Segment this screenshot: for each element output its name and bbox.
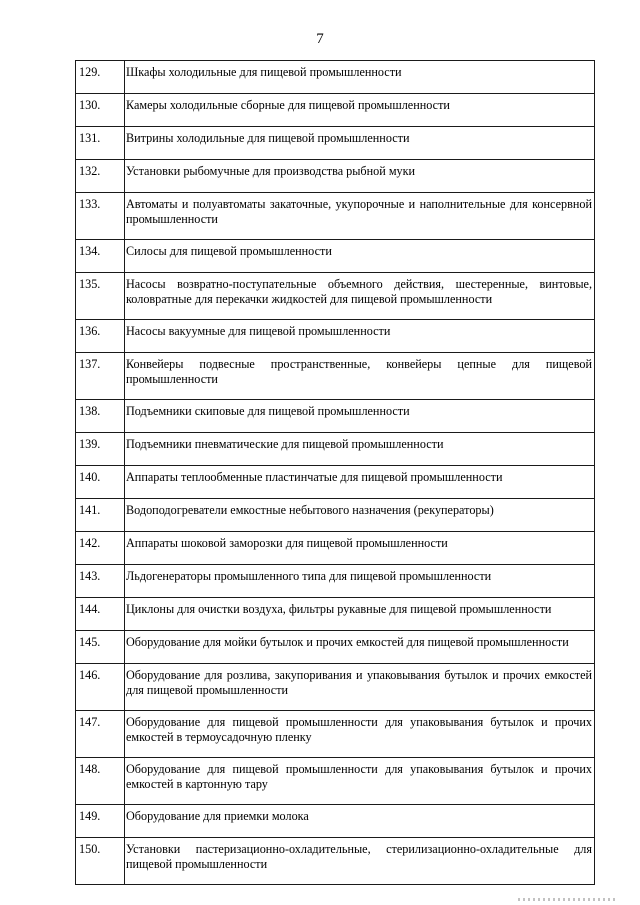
table-row xyxy=(76,838,595,885)
table-row xyxy=(76,711,595,758)
row-number: 148. xyxy=(76,758,125,805)
table-row xyxy=(76,631,595,664)
row-number: 140. xyxy=(76,466,125,499)
page-number: 7 xyxy=(316,31,324,47)
row-text: Силосы для пищевой промышленности xyxy=(125,240,595,273)
row-text: Оборудование для пищевой промышленности для упаковывания бутылок и прочих емкостей в термоусадочную пленку xyxy=(125,711,595,758)
row-text: Подъемники скиповые для пищевой промышленности xyxy=(125,400,595,433)
row-text: Подъемники пневматические для пищевой промышленности xyxy=(125,433,595,466)
table-row xyxy=(76,664,595,711)
table-row xyxy=(76,466,595,499)
table-row xyxy=(76,433,595,466)
row-number: 134. xyxy=(76,240,125,273)
row-text: Оборудование для приемки молока xyxy=(125,805,595,838)
table-row xyxy=(76,127,595,160)
row-text: Оборудование для мойки бутылок и прочих емкостей для пищевой промышленности xyxy=(125,631,595,664)
row-number: 137. xyxy=(76,353,125,400)
table-row xyxy=(76,160,595,193)
row-text: Витрины холодильные для пищевой промышленности xyxy=(125,127,595,160)
row-number: 149. xyxy=(76,805,125,838)
table-row xyxy=(76,598,595,631)
row-number: 142. xyxy=(76,532,125,565)
row-text: Камеры холодильные сборные для пищевой промышленности xyxy=(125,94,595,127)
row-text: Шкафы холодильные для пищевой промышленности xyxy=(125,61,595,94)
table-row xyxy=(76,193,595,240)
row-number: 138. xyxy=(76,400,125,433)
row-number: 136. xyxy=(76,320,125,353)
table-row xyxy=(76,320,595,353)
table-row xyxy=(76,565,595,598)
row-number: 141. xyxy=(76,499,125,532)
table-row xyxy=(76,353,595,400)
row-text: Насосы возвратно-поступательные объемного действия, шестеренные, винтовые, коловратные для перекачки жидкостей для пищевой промышленности xyxy=(125,273,595,320)
row-number: 143. xyxy=(76,565,125,598)
row-text: Оборудование для розлива, закупоривания и упаковывания бутылок и прочих емкостей для пищевой промышленности xyxy=(125,664,595,711)
table-row xyxy=(76,758,595,805)
table-row xyxy=(76,400,595,433)
row-number: 132. xyxy=(76,160,125,193)
row-number: 129. xyxy=(76,61,125,94)
row-number: 145. xyxy=(76,631,125,664)
row-text: Автоматы и полуавтоматы закаточные, укупорочные и наполнительные для консервной промышленности xyxy=(125,193,595,240)
row-text: Насосы вакуумные для пищевой промышленности xyxy=(125,320,595,353)
table-row xyxy=(76,273,595,320)
table-row xyxy=(76,805,595,838)
row-number: 139. xyxy=(76,433,125,466)
table-row xyxy=(76,61,595,94)
row-number: 150. xyxy=(76,838,125,885)
row-number: 147. xyxy=(76,711,125,758)
table-row xyxy=(76,240,595,273)
equipment-table xyxy=(75,60,595,885)
row-number: 131. xyxy=(76,127,125,160)
table-row xyxy=(76,499,595,532)
row-text: Льдогенераторы промышленного типа для пищевой промышленности xyxy=(125,565,595,598)
row-text: Установки пастеризационно-охладительные, стерилизационно-охладительные для пищевой промышленности xyxy=(125,838,595,885)
row-text: Аппараты шоковой заморозки для пищевой промышленности xyxy=(125,532,595,565)
row-number: 133. xyxy=(76,193,125,240)
row-text: Оборудование для пищевой промышленности для упаковывания бутылок и прочих емкостей в картонную тару xyxy=(125,758,595,805)
row-text: Водоподогреватели емкостные небытового назначения (рекуператоры) xyxy=(125,499,595,532)
table-row xyxy=(76,532,595,565)
row-number: 130. xyxy=(76,94,125,127)
table-row xyxy=(76,94,595,127)
scan-artifact xyxy=(518,898,618,901)
row-number: 146. xyxy=(76,664,125,711)
row-number: 135. xyxy=(76,273,125,320)
row-text: Циклоны для очистки воздуха, фильтры рукавные для пищевой промышленности xyxy=(125,598,595,631)
row-text: Установки рыбомучные для производства рыбной муки xyxy=(125,160,595,193)
row-number: 144. xyxy=(76,598,125,631)
row-text: Аппараты теплообменные пластинчатые для пищевой промышленности xyxy=(125,466,595,499)
row-text: Конвейеры подвесные пространственные, конвейеры цепные для пищевой промышленности xyxy=(125,353,595,400)
